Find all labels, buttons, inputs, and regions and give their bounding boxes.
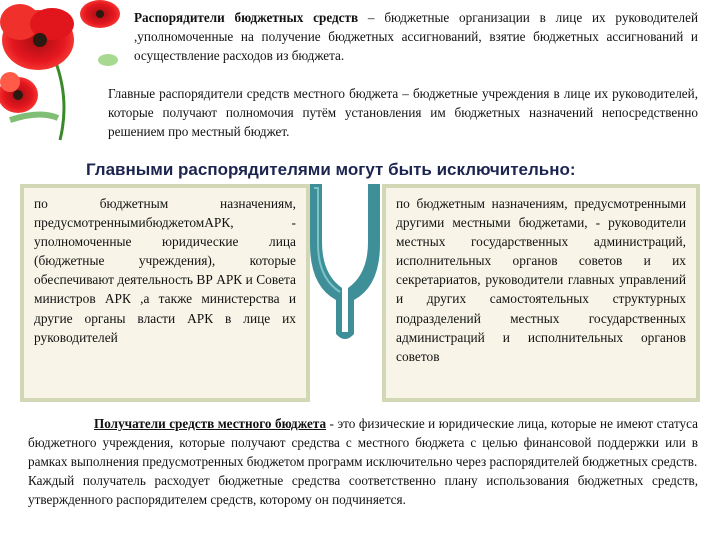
recipients-last-paragraph: Каждый получатель расходует бюджетные средства соответственно плану использования бюджетных средств, утвержденного распорядителем средств, которому он подчиняется. [28, 473, 698, 507]
recipients-section [28, 414, 698, 509]
definition-distributors [38, 8, 698, 65]
recipients-definition: - это физические и юридические лица, которые не имеют статуса бюджетного учреждения, которые получают средства с местного бюджета с целью финансовой поддержки или в рамках выполнения предусмотренных бюджетом программ исключительно через распорядителей бюджетных средств. [28, 416, 698, 469]
left-info-box [20, 184, 310, 402]
split-arrows-icon [300, 182, 390, 342]
right-info-box [382, 184, 700, 402]
main-distributors-text: Главные распорядители средств местного бюджета – бюджетные учреждения в лице их руководителей, которые получают полномочия путём установления им бюджетных назначений непосредственно решением про местный бюджет. [108, 86, 698, 139]
definition-main-distributors [38, 84, 698, 141]
left-box-text: по бюджетным назначениям, предусмотреннымибюджетомАРК, - уполномоченные юридические лица (бюджетные учреждения), которые обеспечивают деятельность ВР АРК и Совета министров АРК ,а также министерства и другие органы власти АРК в лице их руководителей [34, 196, 296, 345]
term-recipients: Получатели средств местного бюджета [94, 416, 327, 431]
term-distributors: Распорядители бюджетных средств [134, 10, 359, 25]
definition-text: – бюджетные организации в лице их руководителей ,уполномоченные на получение бюджетных ассигнований, взятие бюджетных ассигнований и осуществление расходов из бюджета. [134, 10, 698, 63]
right-box-text: по бюджетным назначениям, предусмотренными другими местными бюджетами, - руководители местных государственных администраций, исполнительных органов советов и их секретариатов, руководители главных управлений и других самостоятельных структурных подразделений местных государственных администраций и исполнительных органов советов [396, 196, 686, 364]
section-heading: Главными распорядителями могут быть исключительно: [86, 160, 576, 179]
